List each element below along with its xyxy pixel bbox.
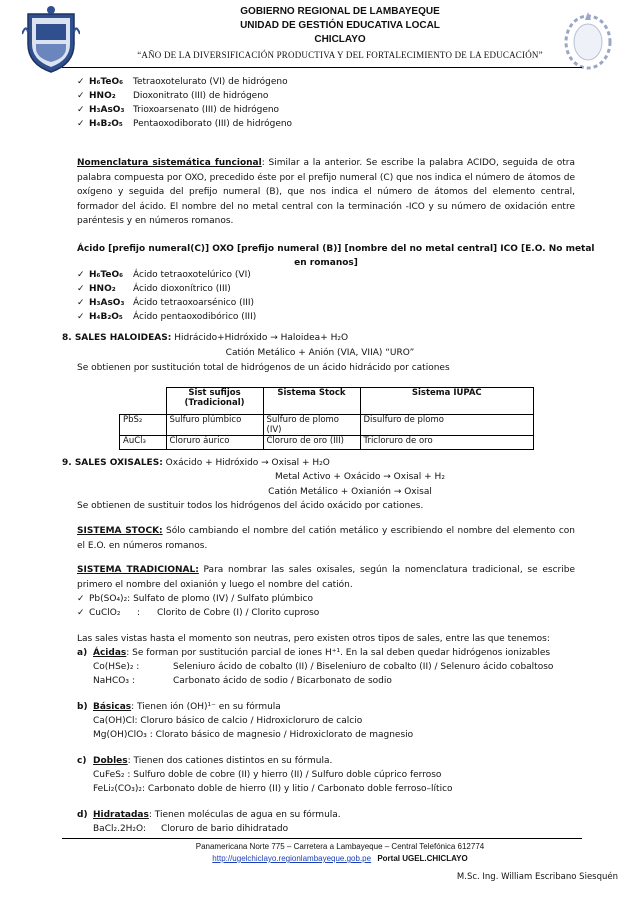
- check-icon: ✓: [77, 298, 85, 308]
- list-item: ✓ Pb(SO₄)₂: Sulfato de plomo (IV) / Sulfato plúmbico: [77, 594, 313, 604]
- naming-rule-line-1: Ácido [prefijo numeral(C)] OXO [prefijo numeral (B)] [nombre del no metal central] ICO [E.O. No metal: [77, 244, 595, 254]
- naming-rule-line-2: en romanos]: [294, 258, 358, 268]
- sistematica-paragraph: Nomenclatura sistemática funcional: Similar a la anterior. Se escribe la palabra ACIDO, seguida de otra palabra compuesta por OXO, precedido éste por el prefijo numeral (C) que nos indica el número de átomos de oxígeno y seguida del prefijo numeral (B), que nos indica el número de átomos del elemento central, formador del ácido. El nombre del no metal central con la terminación -ICO y su número de oxidación entre paréntesis y en números romanos.: [77, 158, 575, 226]
- section-8-description: Se obtienen por sustitución total de hidrógenos de un ácido hidrácido por cationes: [77, 363, 450, 373]
- list-item: ✓ H₄B₂O₅ Pentaoxodiborato (III) de hidrógeno: [77, 119, 293, 129]
- footer-links: [140, 854, 540, 863]
- header-line-1: GOBIERNO REGIONAL DE LAMBAYEQUE: [240, 6, 440, 17]
- section-8-equation: Catión Metálico + Anión (VIA, VIIA) “URO”: [225, 348, 415, 358]
- footer-rule: [62, 838, 582, 839]
- list-item: ✓ H₄B₂O₅ Ácido pentaoxodibórico (III): [77, 312, 257, 322]
- check-icon: ✓: [77, 77, 85, 87]
- salt-types-intro: Las sales vistas hasta el momento son neutras, pero existen otros tipos de sales, entre las que tenemos:: [77, 634, 550, 644]
- header-line-3: CHICLAYO: [314, 34, 366, 45]
- section-9-equation-3: Catión Metálico + Oxianión → Oxisal: [268, 487, 432, 497]
- formula-list-1: [77, 75, 292, 131]
- table-header-row: Sist sufijos (Tradicional) Sistema Stock Sistema IUPAC: [120, 388, 534, 415]
- stock-paragraph: SISTEMA STOCK: Sólo cambiando el nombre del catión metálico y escribiendo el nombre del elemento con el E.O. en números romanos.: [77, 526, 575, 551]
- traditional-paragraph: SISTEMA TRADICIONAL: Para nombrar las sales oxisales, según la nomenclatura tradicional, se escribe primero el nombre del oxianión y luego el nombre del catión.: [77, 565, 575, 590]
- list-item: ✓ H₆TeO₆ Tetraoxotelurato (VI) de hidrógeno: [77, 77, 288, 87]
- double-salt-example: CuFeS₂ : Sulfuro doble de cobre (II) y hierro (II) / Sulfuro doble cúprico ferroso: [93, 770, 442, 780]
- hydrated-salt-example: BaCl₂.2H₂O: Cloruro de bario dihidratado: [93, 824, 289, 834]
- header-line-2: UNIDAD DE GESTIÓN EDUCATIVA LOCAL: [240, 20, 440, 31]
- double-salts-item: c) Dobles: Tienen dos cationes distintos en su fórmula.: [77, 756, 333, 766]
- wreath-logo: [558, 4, 618, 74]
- ugel-website-link[interactable]: http://ugelchiclayo.regionlambayeque.gob.pe: [212, 854, 372, 863]
- list-item: ✓ H₆TeO₆ Ácido tetraoxotelúrico (VI): [77, 270, 251, 280]
- hydrated-salts-item: d) Hidratadas: Tienen moléculas de agua en su fórmula.: [77, 810, 341, 820]
- header-rule: [62, 67, 582, 68]
- basic-salt-example: Ca(OH)Cl: Cloruro básico de calcio / Hidroxicloruro de calcio: [93, 716, 363, 726]
- acid-salt-example: NaHCO₃ : Carbonato ácido de sodio / Bicarbonato de sodio: [93, 676, 392, 686]
- list-item: ✓ H₃AsO₃ Trioxoarsenato (III) de hidrógeno: [77, 105, 280, 115]
- basic-salt-example: Mg(OH)ClO₃ : Clorato básico de magnesio / Hidroxiclorato de magnesio: [93, 730, 414, 740]
- crest-logo: [22, 4, 80, 74]
- list-item: ✓ H₃AsO₃ Ácido tetraoxoarsénico (III): [77, 298, 255, 308]
- haloid-salts-table: [119, 387, 534, 450]
- table-row: PbS₂ Sulfuro plúmbico Sulfuro de plomo (IV) Disulfuro de plomo: [120, 415, 534, 436]
- footer-author: M.Sc. Ing. William Escribano Siesquén: [456, 872, 618, 882]
- table-row: AuCl₃ Cloruro áurico Cloruro de oro (III) Tricloruro de oro: [120, 436, 534, 450]
- list-item: ✓ CuClO₂ : Clorito de Cobre (I) / Clorito cuproso: [77, 608, 320, 618]
- check-icon: ✓: [77, 284, 85, 294]
- check-icon: ✓: [77, 312, 85, 322]
- footer-portal: Portal UGEL.CHICLAYO: [377, 854, 468, 863]
- section-8-heading: 8. SALES HALOIDEAS: Hidrácido+Hidróxido → Haloidea+ H₂O: [62, 333, 349, 343]
- formula-list-2: [77, 268, 256, 324]
- header-motto: “AÑO DE LA DIVERSIFICACIÓN PRODUCTIVA Y DEL FORTALECIMIENTO DE LA EDUCACIÓN”: [137, 50, 543, 60]
- check-icon: ✓: [77, 608, 85, 618]
- basic-salts-item: b) Básicas: Tienen ión (OH)¹⁻ en su fórmula: [77, 702, 281, 712]
- double-salt-example: FeLi₂(CO₃)₂: Carbonato doble de hierro (II) y litio / Carbonato doble ferroso–lítico: [93, 784, 453, 794]
- check-icon: ✓: [77, 594, 85, 604]
- section-9-heading: 9. SALES OXISALES: Oxácido + Hidróxido → Oxisal + H₂O: [62, 458, 330, 468]
- section-9-description: Se obtienen de sustituir todos los hidrógenos del ácido oxácido por cationes.: [77, 501, 424, 511]
- acid-salt-example: Co(HSe)₂ : Seleniuro ácido de cobalto (II) / Biseleniuro de cobalto (II) / Selenuro ácido cobaltoso: [93, 662, 554, 672]
- list-item: ✓ HNO₂ Dioxonitrato (III) de hidrógeno: [77, 91, 269, 101]
- section-9-equation-2: Metal Activo + Oxácido → Oxisal + H₂: [275, 472, 445, 482]
- check-icon: ✓: [77, 119, 85, 129]
- check-icon: ✓: [77, 91, 85, 101]
- acid-salts-item: a) Ácidas: Se forman por sustitución parcial de iones H⁺¹. En la sal deben quedar hidrógenos ionizables: [77, 648, 551, 658]
- check-icon: ✓: [77, 105, 85, 115]
- check-icon: ✓: [77, 270, 85, 280]
- list-item: ✓ HNO₂ Ácido dioxonítrico (III): [77, 284, 231, 294]
- footer-address: Panamericana Norte 775 – Carretera a Lambayeque – Central Telefónica 612774: [195, 842, 485, 851]
